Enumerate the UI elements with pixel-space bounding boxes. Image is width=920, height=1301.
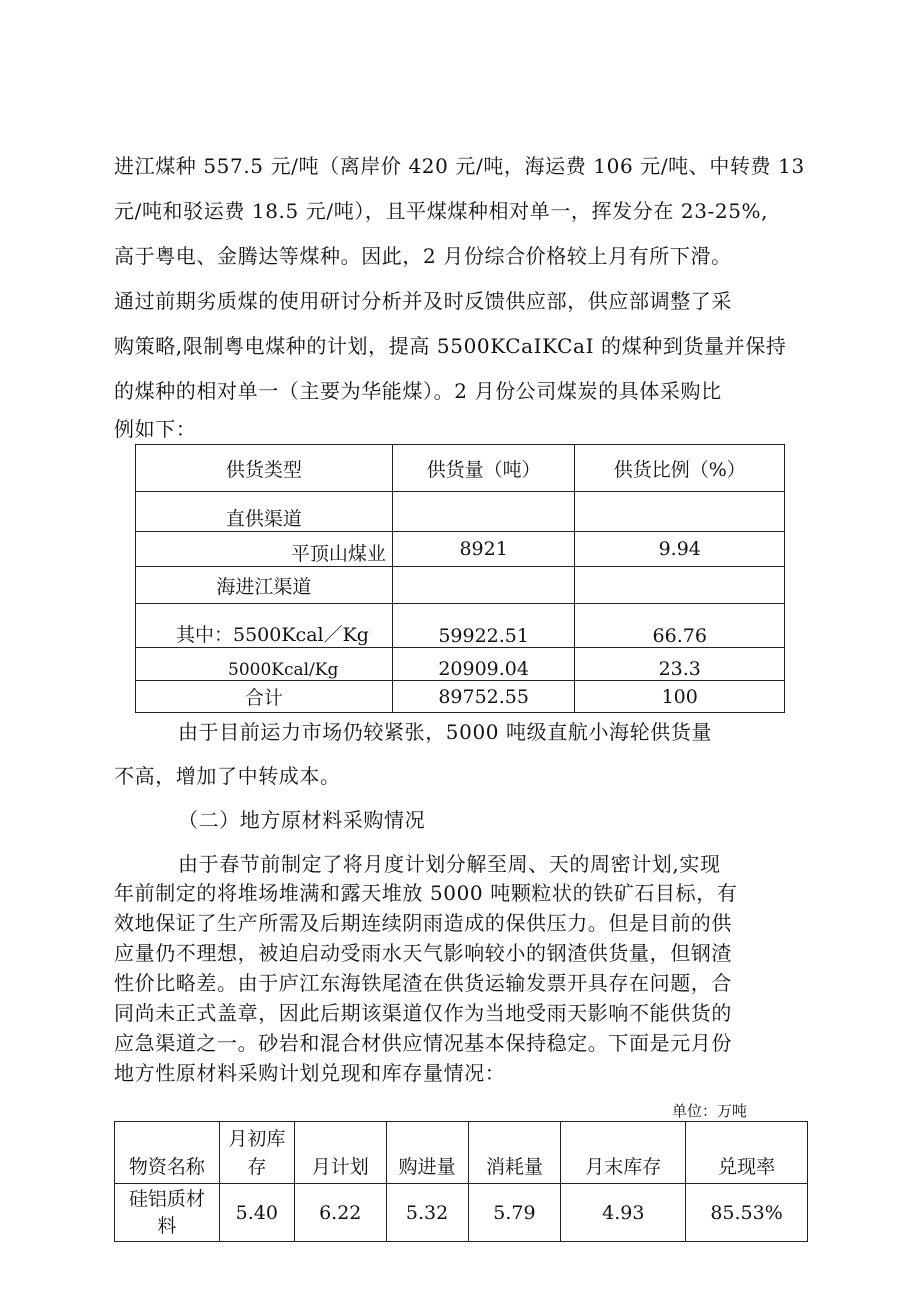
text-line: 由于春节前制定了将月度计划分解至周、天的周密计划,实现: [178, 852, 721, 876]
table-cell: 23.3: [575, 648, 785, 681]
table-row: [136, 604, 785, 648]
text-line: 效地保证了生产所需及后期连续阴雨造成的保供压力。但是目前的供: [114, 911, 732, 935]
header-cell-line: 月初库: [228, 1127, 286, 1150]
table-cell: 5000Kcal/Kg: [136, 648, 393, 681]
header-cell: 消耗量: [468, 1122, 561, 1184]
header-cell: 月末库存: [561, 1122, 686, 1184]
table-cell: 85.53%: [686, 1184, 808, 1242]
header-cell: 供货量（吨）: [392, 445, 575, 492]
table-cell: 平顶山煤业: [136, 532, 393, 567]
table-cell: 5.32: [386, 1184, 468, 1242]
table-cell: 合计: [136, 681, 393, 713]
text-line: 年前制定的将堆场堆满和露天堆放 5000 吨颗粒状的铁矿石目标，有: [114, 881, 738, 905]
table-cell: 9.94: [575, 532, 785, 567]
text-line: 通过前期劣质煤的使用研讨分析并及时反馈供应部，供应部调整了采: [114, 289, 732, 313]
text-line: 由于目前运力市场仍较紧张，5000 吨级直航小海轮供货量: [178, 720, 713, 744]
text-line: 元/吨和驳运费 18.5 元/吨），且平煤煤种相对单一，挥发分在 23-25%,: [114, 199, 769, 223]
header-cell: [219, 1122, 294, 1184]
header-cell: 兑现率: [686, 1122, 808, 1184]
header-cell: 供货比例（%）: [575, 445, 785, 492]
table-cell: 100: [575, 681, 785, 713]
table-cell: 89752.55: [392, 681, 575, 713]
table-cell: 59922.51: [392, 604, 575, 648]
text-line: 的煤种的相对单一（主要为华能煤）。2 月份公司煤炭的具体采购比: [114, 379, 722, 403]
table-cell: 20909.04: [392, 648, 575, 681]
table-row: [136, 648, 785, 681]
table-cell: 5.40: [219, 1184, 294, 1242]
unit-label: 单位：万吨: [672, 1102, 748, 1120]
text-line: 同尚未正式盖章，因此后期该渠道仅作为当地受雨天影响不能供货的: [114, 1001, 732, 1025]
text-line: 高于粤电、金腾达等煤种。因此，2 月份综合价格较上月有所下滑。: [114, 244, 732, 268]
table-row: [136, 532, 785, 567]
table-cell: [575, 492, 785, 532]
text-line: 例如下：: [114, 417, 197, 441]
header-cell-line: 存: [247, 1155, 267, 1178]
text-line: 不高，增加了中转成本。: [114, 764, 341, 788]
table-row: [136, 567, 785, 604]
table-cell: [392, 492, 575, 532]
text-line: 购策略,限制粤电煤种的计划，提高 5500KCaIKCaI 的煤种到货量并保持: [114, 334, 787, 358]
coal-supply-table: [135, 444, 785, 713]
text-line: 应急渠道之一。砂岩和混合材供应情况基本保持稳定。下面是元月份: [114, 1031, 732, 1055]
text-line: 进江煤种 557.5 元/吨（离岸价 420 元/吨，海运费 106 元/吨、中转费 13: [114, 154, 805, 178]
header-cell: 供货类型: [136, 445, 393, 492]
table-cell: 直供渠道: [136, 492, 393, 532]
table-cell: 其中：5500Kcal／Kg: [136, 604, 393, 648]
header-cell: 购进量: [386, 1122, 468, 1184]
text-line: 应量仍不理想，被迫启动受雨水天气影响较小的钢渣供货量，但钢渣: [114, 941, 732, 965]
table-cell-line: 硅铝质材: [128, 1187, 205, 1210]
table-cell: 海进江渠道: [136, 567, 393, 604]
table-cell: [575, 567, 785, 604]
table-cell: 5.79: [468, 1184, 561, 1242]
table-row: [136, 681, 785, 713]
table-cell: [392, 567, 575, 604]
section-title: （二）地方原材料采购情况: [178, 808, 426, 832]
text-line: 性价比略差。由于庐江东海铁尾渣在供货运输发票开具存在问题，合: [114, 971, 732, 995]
table-row: [136, 492, 785, 532]
table-cell: 8921: [392, 532, 575, 567]
header-cell: 月计划: [294, 1122, 386, 1184]
text-line: 地方性原材料采购计划兑现和库存量情况：: [114, 1061, 506, 1085]
table-row: [115, 1184, 808, 1242]
table-cell-line: 料: [157, 1214, 177, 1237]
table-header-row: [115, 1122, 808, 1184]
header-cell: 物资名称: [115, 1122, 220, 1184]
table-cell: [115, 1184, 220, 1242]
table-cell: 66.76: [575, 604, 785, 648]
table-cell: 4.93: [561, 1184, 686, 1242]
table-header-row: [136, 445, 785, 492]
material-table: [114, 1121, 808, 1242]
table-cell: 6.22: [294, 1184, 386, 1242]
